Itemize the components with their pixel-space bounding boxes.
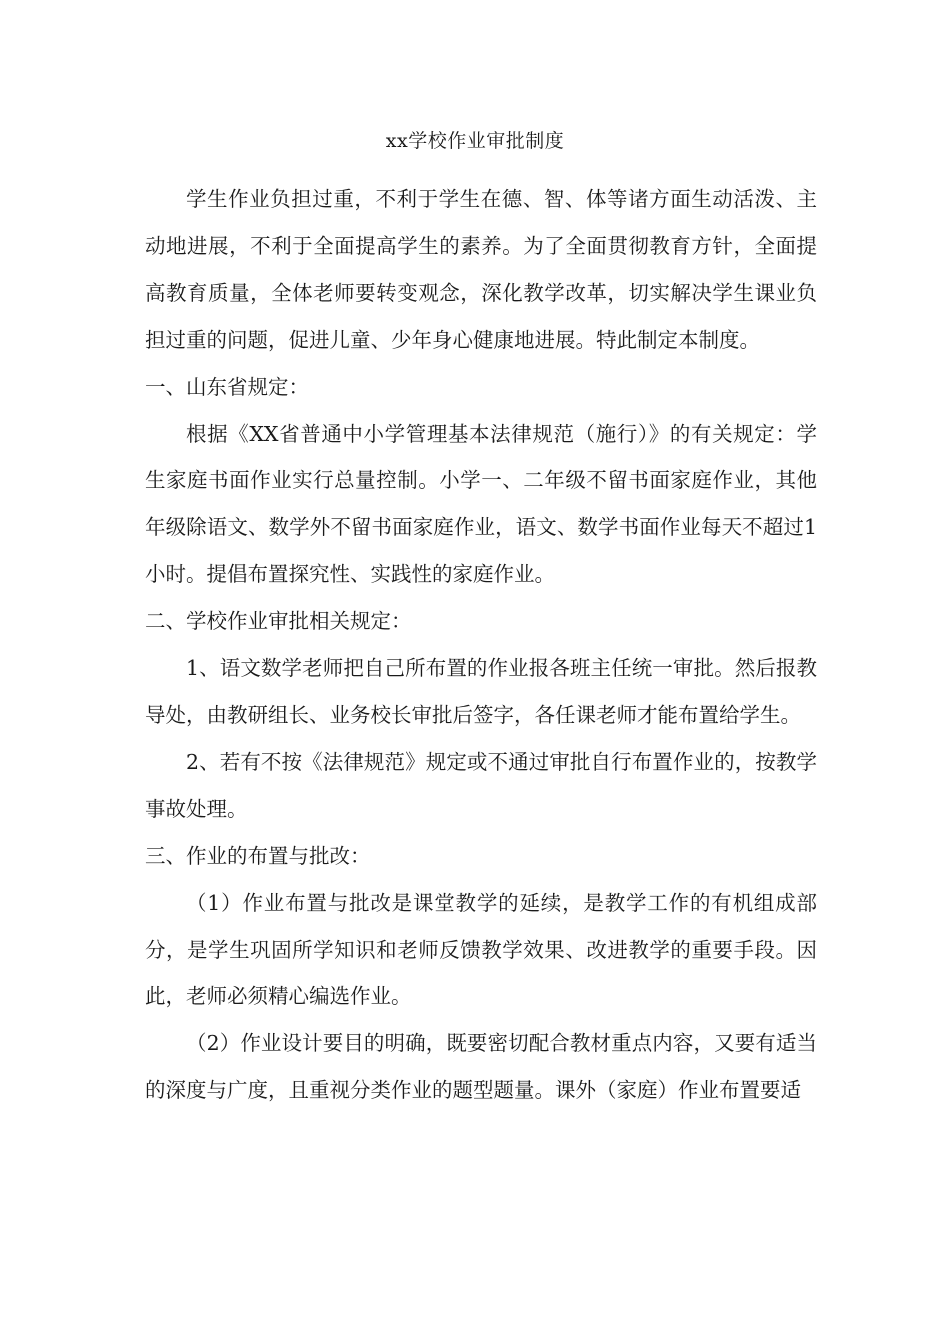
section-heading-1: 一、山东省规定： [145,374,309,399]
section-3-item-1: （1）作业布置与批改是课堂教学的延续，是教学工作的有机组成部分，是学生巩固所学知识和老师反馈教学效果、改进教学的重要手段。因此，老师必须精心编选作业。 [145,890,817,1009]
intro-paragraph: 学生作业负担过重，不利于学生在德、智、体等诸方面生动活泼、主动地进展，不利于全面提高学生的素养。为了全面贯彻教育方针，全面提高教育质量，全体老师要转变观念，深化教学改革，切实解决学生课业负担过重的问题，促进儿童、少年身心健康地进展。特此制定本制度。 [145,187,817,352]
section-heading-3: 三、作业的布置与批改： [145,843,371,868]
section-3-item-2: （2）作业设计要目的明确，既要密切配合教材重点内容，又要有适当的深度与广度，且重视分类作业的题型题量。课外（家庭）作业布置要适 [145,1031,817,1103]
section-2-item-1: 1、语文数学老师把自己所布置的作业报各班主任统一审批。然后报教导处，由教研组长、业务校长审批后签字，各任课老师才能布置给学生。 [145,656,817,727]
document-body [145,176,817,1114]
section-2-item-2: 2、若有不按《法律规范》规定或不通过审批自行布置作业的，按教学事故处理。 [145,749,817,821]
document-title: xx学校作业审批制度 [385,130,565,152]
section-1-paragraph: 根据《XX省普通中小学管理基本法律规范（施行）》的有关规定：学生家庭书面作业实行总量控制。小学一、二年级不留书面家庭作业，其他年级除语文、数学外不留书面家庭作业，语文、数学书面作业每天不超过1小时。提倡布置探究性、实践性的家庭作业。 [145,421,817,587]
section-heading-2: 二、学校作业审批相关规定： [145,609,412,634]
